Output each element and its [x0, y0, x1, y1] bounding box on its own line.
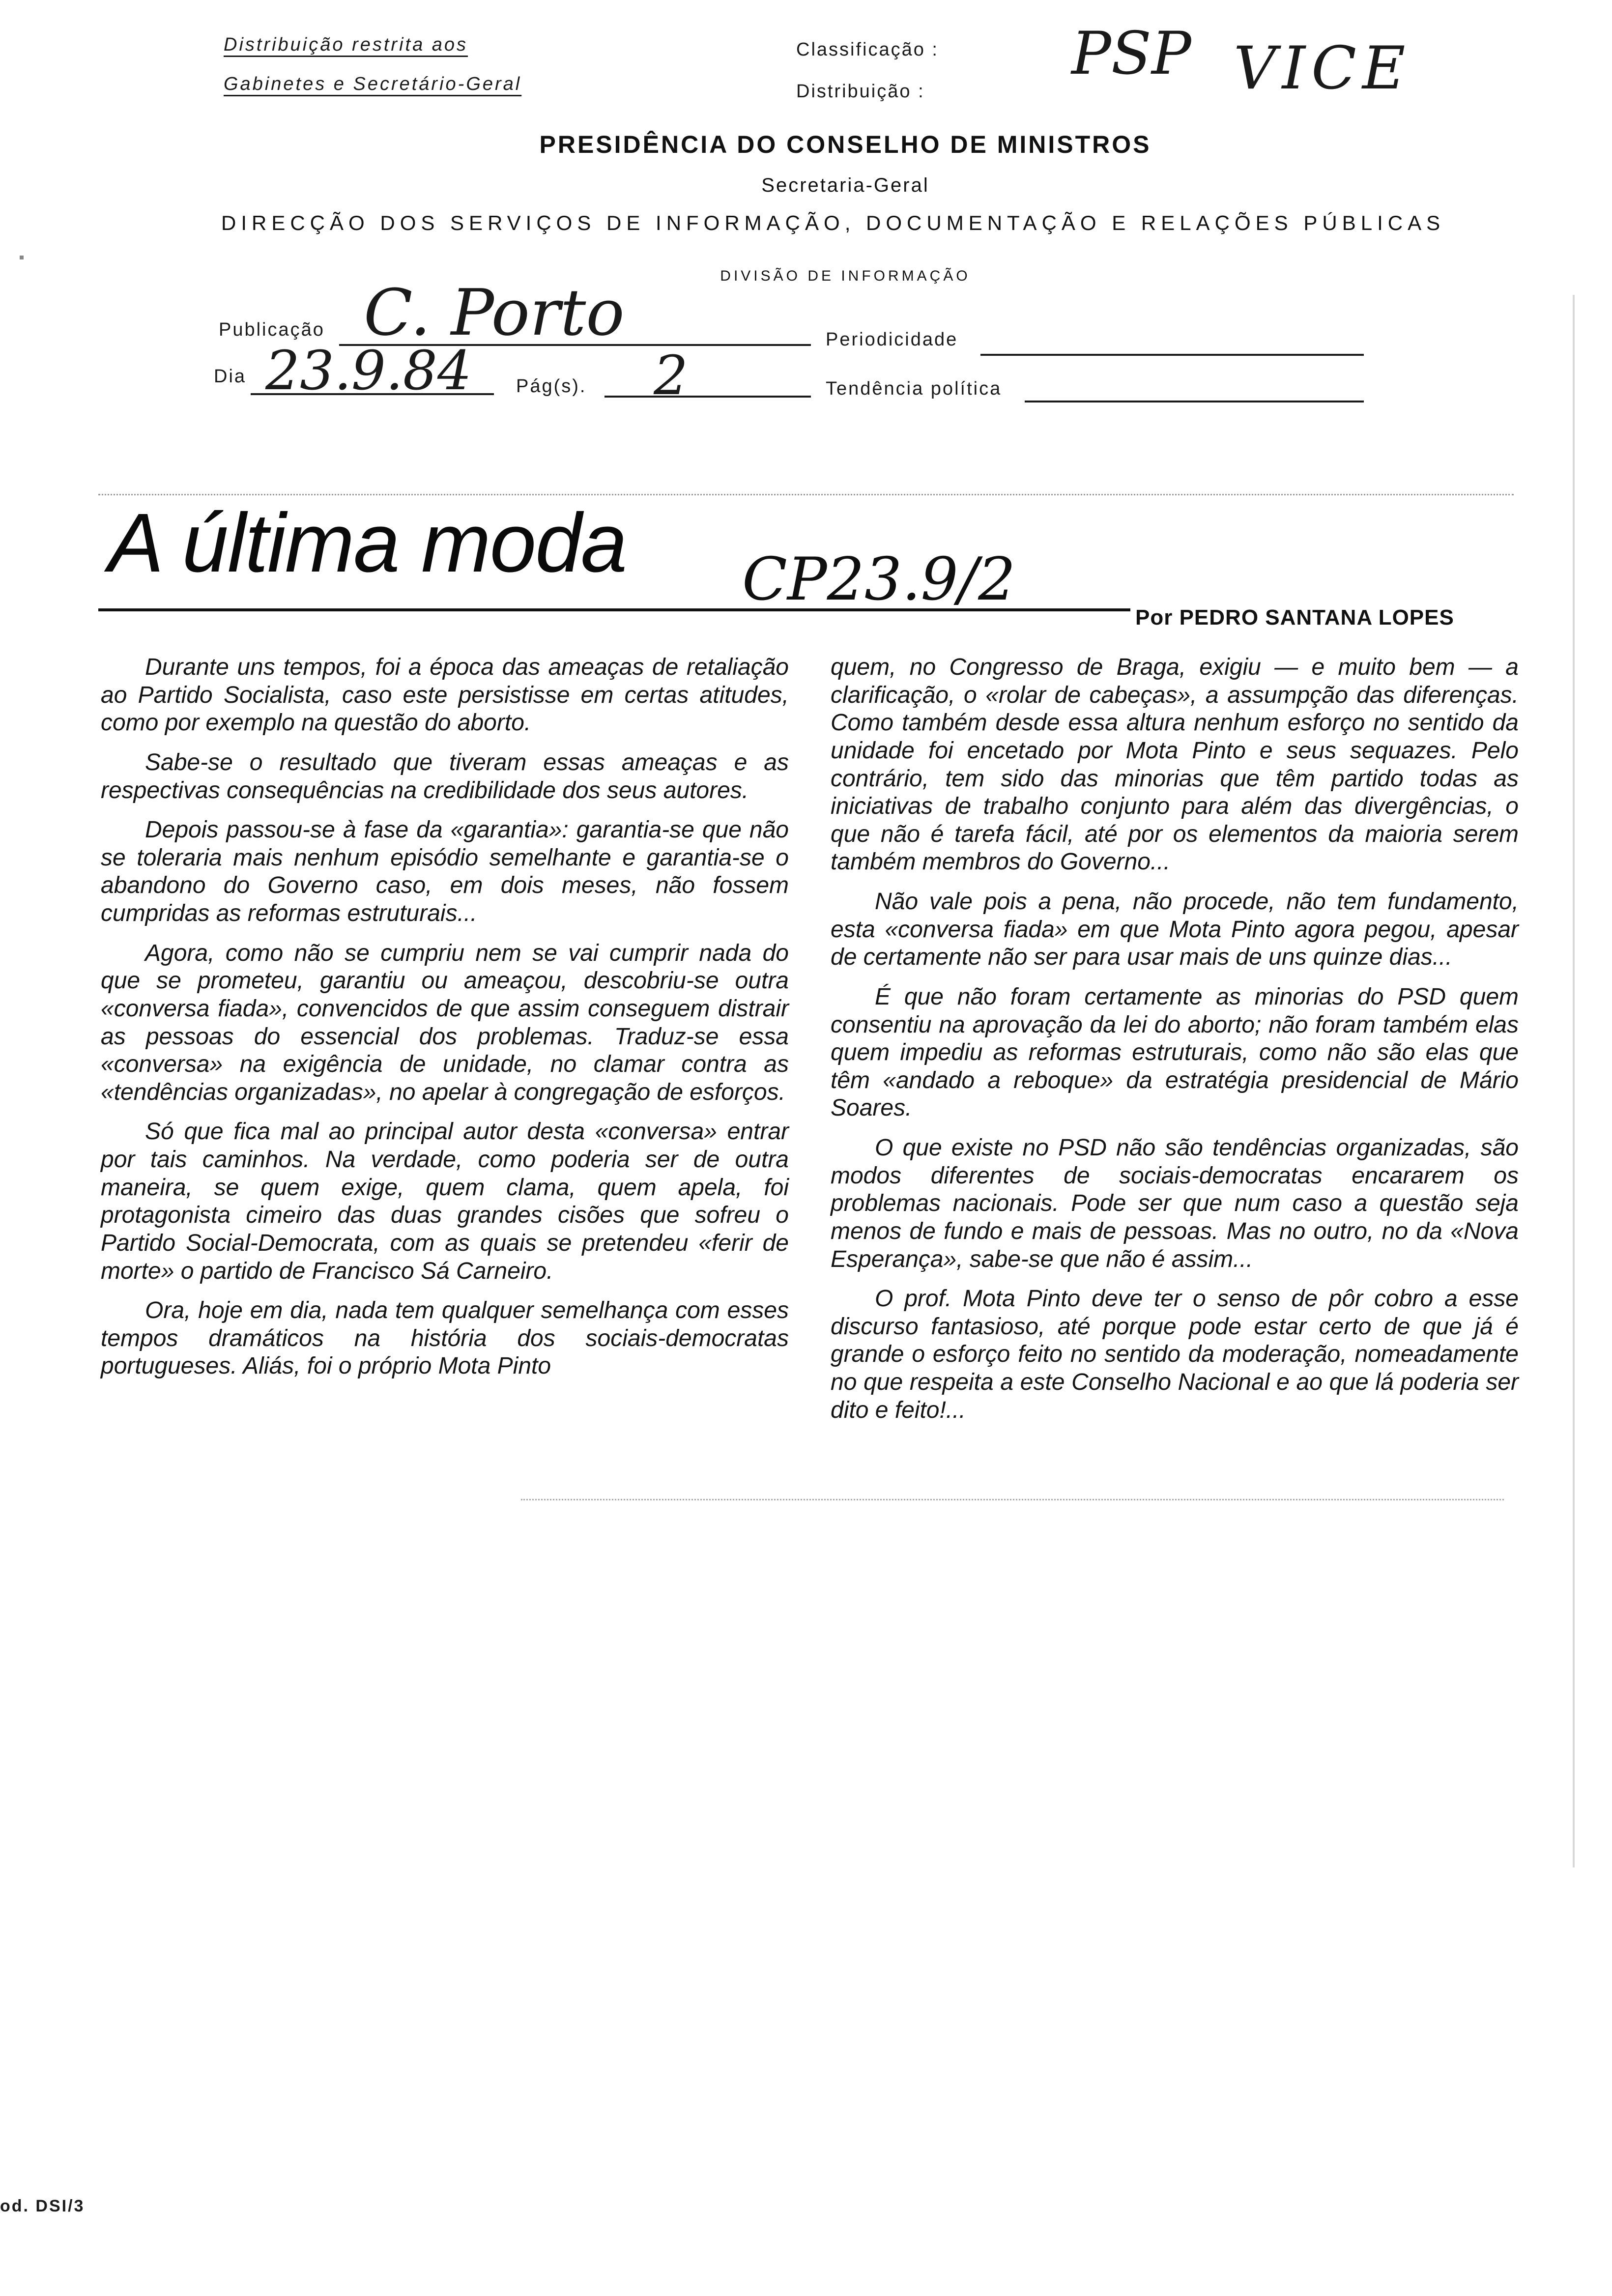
periodicity-label: Periodicidade: [826, 329, 958, 350]
restriction-line-2: Gabinetes e Secretário-Geral: [224, 74, 522, 94]
col1-paragraph-6: Ora, hoje em dia, nada tem qualquer semelhança com esses tempos dramáticos na história dos sociais-democratas portugueses. Aliás, foi o próprio Mota Pinto: [101, 1297, 789, 1379]
col1-paragraph-3: Depois passou-se à fase da «garantia»: garantia-se que não se toleraria mais nenhum episódio semelhante e garantia-se o abandono do Governo caso, em dois meses, não fossem cumpridas as reformas estruturais...: [101, 817, 789, 926]
classification-label: Classificação :: [796, 39, 939, 60]
tendency-line: [1025, 401, 1364, 402]
clipping-reference-stamp: CP23.9/2: [742, 545, 1016, 614]
day-label: Dia: [214, 366, 247, 387]
division-title: DIVISÃO DE INFORMAÇÃO: [720, 268, 971, 284]
day-value: 23.9.84: [265, 339, 472, 402]
organization-title: PRESIDÊNCIA DO CONSELHO DE MINISTROS: [539, 131, 1151, 158]
col1-paragraph-4: Agora, como não se cumpriu nem se vai cumprir nada do que se prometeu, garantiu ou ameaçou, descobriu-se outra «conversa fiada», convencidos de que assim conseguem distrair as pessoas do essencial dos problemas. Traduz-se essa «conversa» na exigência de unidade, no clamar contra as «tendências organizadas», no apelar à congregação de esforços.: [101, 940, 789, 1105]
publication-label: Publicação: [219, 319, 325, 340]
secretariat-title: Secretaria-Geral: [761, 174, 929, 196]
col2-paragraph-1: quem, no Congresso de Braga, exigiu — e muito bem — a clarificação, o «rolar de cabeças», a assumpção das diferenças. Como também desde essa altura nenhum esforço no sentido da unidade foi encetado por Mota Pinto e seus sequazes. Pelo contrário, tem sido das minorias que têm partido todas as iniciativas de trabalho conjunto para além das divergências, o que não é tarefa fácil, até por os elementos da maioria serem também membros do Governo...: [831, 654, 1519, 875]
scan-edge-artifact: [1573, 295, 1575, 1867]
col2-paragraph-5: O prof. Mota Pinto deve ter o senso de pôr cobro a esse discurso fantasioso, até porque pode estar certo de que já é grande o esforço feito no sentido da moderação, nomeadamente no que respeita a este Conselho Nacional e ao que lá poderia ser dito e feito!...: [831, 1286, 1519, 1423]
col2-paragraph-3: É que não foram certamente as minorias do PSD quem consentiu na aprovação da lei do aborto; não foram também elas quem impediu as reformas estruturais, como não são elas que têm «andado a reboque» da estratégia presidencial de Mário Soares.: [831, 983, 1519, 1121]
handwritten-distribution: VICE: [1234, 34, 1411, 103]
title-rule: [98, 608, 1130, 611]
handwritten-classification: PSP: [1071, 20, 1191, 88]
article-column-2: [831, 654, 1519, 1436]
col2-paragraph-4: O que existe no PSD não são tendências organizadas, são modos diferentes de sociais-democratas encararem os problemas nacionais. Pode ser que num caso a questão seja menos de fundo e mais de pessoas. Mas no outro, no da «Nova Esperança», sabe-se que não é assim...: [831, 1135, 1519, 1272]
col1-paragraph-1: Durante uns tempos, foi a época das ameaças de retaliação ao Partido Socialista, caso este persistisse em certas atitudes, como por exemplo na questão do aborto.: [101, 654, 789, 736]
article-byline: Por PEDRO SANTANA LOPES: [1135, 605, 1454, 630]
pages-label: Pág(s).: [516, 376, 587, 397]
restriction-line-1: Distribuição restrita aos: [224, 34, 468, 55]
article-column-1: [101, 654, 789, 1392]
col1-paragraph-2: Sabe-se o resultado que tiveram essas ameaças e as respectivas consequências na credibilidade dos seus autores.: [101, 749, 789, 804]
col2-paragraph-2: Não vale pois a pena, não procede, não tem fundamento, esta «conversa fiada» em que Mota Pinto agora pegou, apesar de certamente não ser para usar mais de uns quinze dias...: [831, 889, 1519, 971]
scan-speck: [20, 256, 24, 259]
tendency-label: Tendência política: [826, 378, 1002, 399]
distribution-label: Distribuição :: [796, 81, 925, 102]
pages-value: 2: [654, 344, 688, 407]
periodicity-line: [980, 354, 1364, 356]
clipping-bottom-edge: [521, 1499, 1504, 1503]
directorate-title: DIRECÇÃO DOS SERVIÇOS DE INFORMAÇÃO, DOCUMENTAÇÃO E RELAÇÕES PÚBLICAS: [221, 211, 1445, 234]
article-title: A última moda: [108, 496, 627, 590]
pages-line: [604, 396, 811, 398]
col1-paragraph-5: Só que fica mal ao principal autor desta «conversa» entrar por tais caminhos. Na verdade, como poderia ser de outra maneira, se quem exige, quem clama, quem apela, foi protagonista cimeiro das duas grandes cisões que sofreu o Partido Social-Democrata, com as quais se pretendeu «ferir de morte» o partido de Francisco Sá Carneiro.: [101, 1119, 789, 1284]
form-code: od. DSI/3: [0, 2197, 85, 2215]
publication-value: C. Porto: [364, 275, 625, 350]
